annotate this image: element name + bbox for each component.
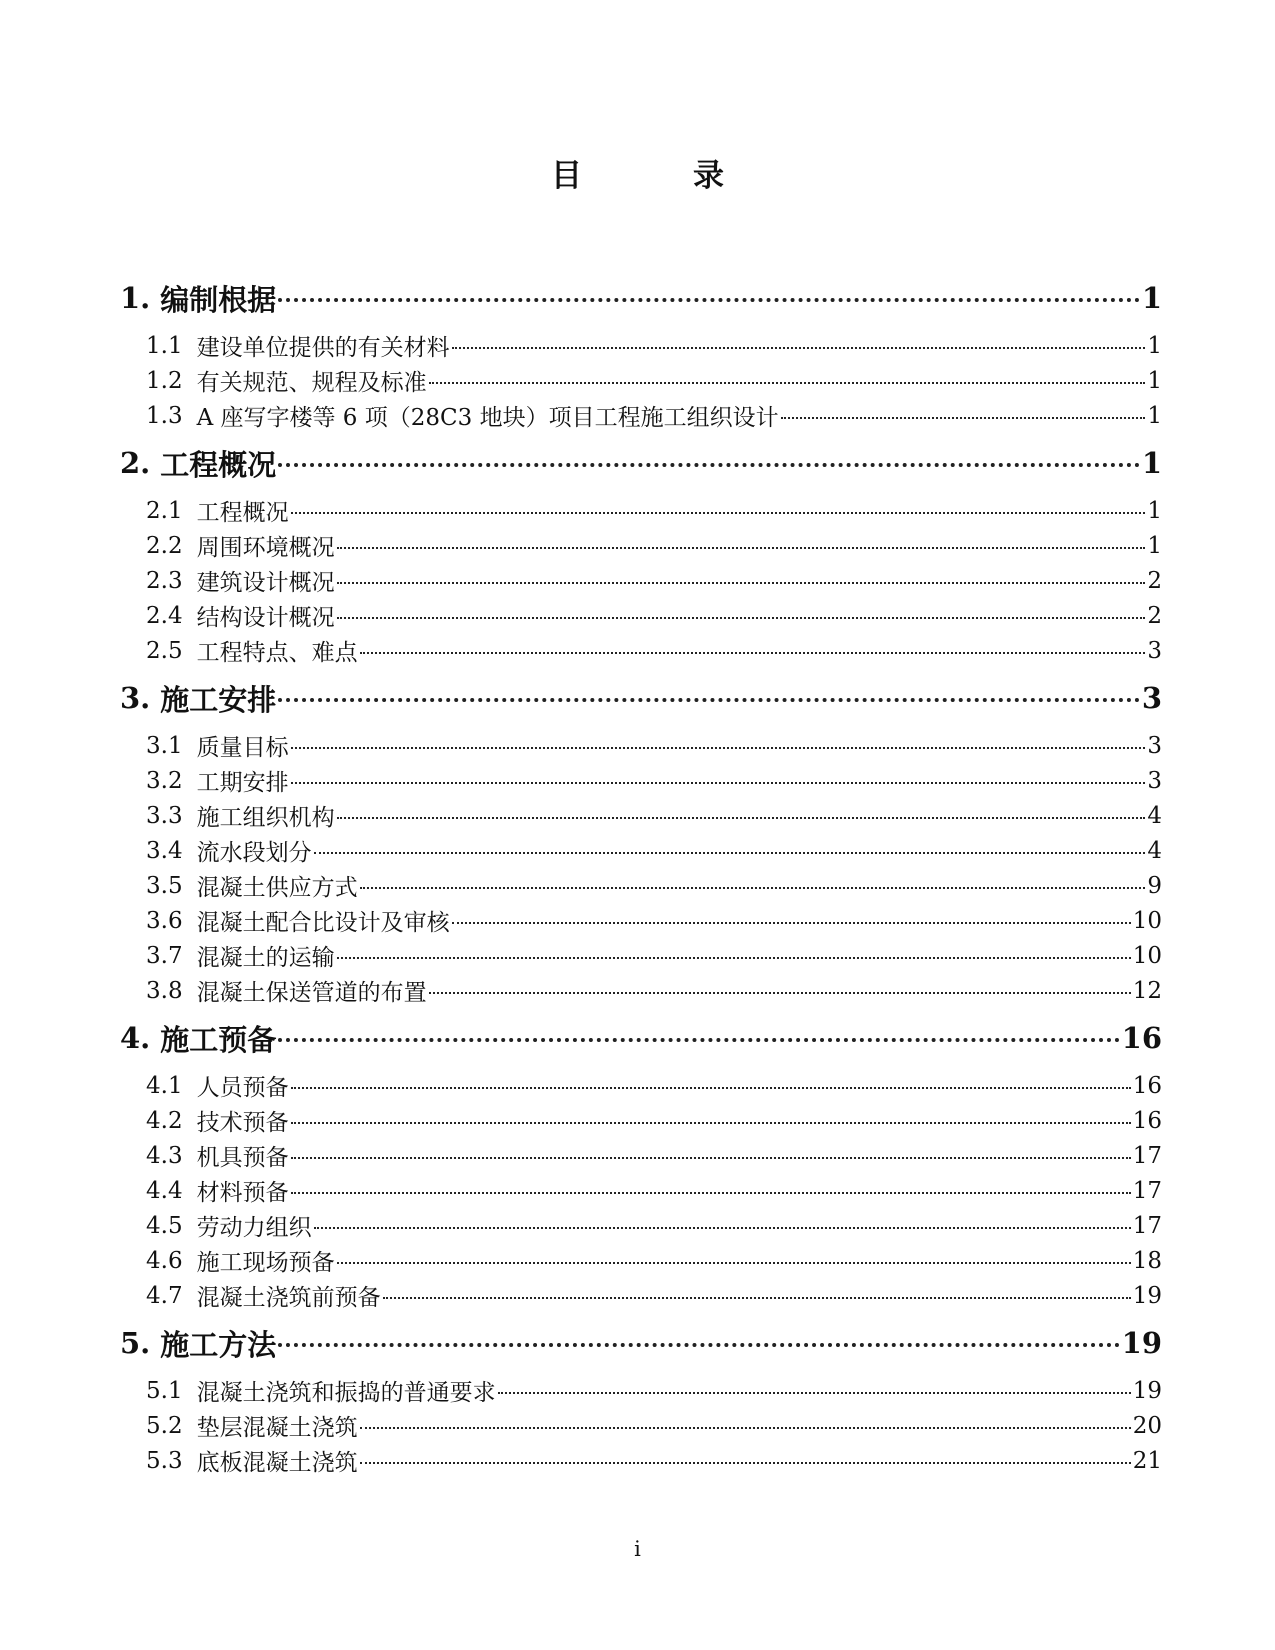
toc-section-number: 4.5 <box>146 1212 183 1239</box>
toc-chapter[interactable] <box>120 676 1162 720</box>
toc-chapter[interactable] <box>120 276 1162 320</box>
toc-section-number: 3.6 <box>146 907 183 934</box>
toc-section-number: 5.1 <box>146 1377 183 1404</box>
dot-leader <box>291 1087 1131 1089</box>
toc-section-title: 建设单位提供的有关材料 <box>196 335 450 361</box>
toc-section-title: 质量目标 <box>196 735 289 761</box>
toc-section-page: 1 <box>1147 402 1162 429</box>
toc-section[interactable] <box>120 1373 1162 1408</box>
toc-chapter-page: 16 <box>1121 1021 1162 1055</box>
toc-section-title: 混凝土供应方式 <box>196 875 358 901</box>
toc-section[interactable] <box>120 1443 1162 1478</box>
toc-section[interactable] <box>120 363 1162 398</box>
toc-chapter-title: 施工方法 <box>160 1327 277 1362</box>
toc-section[interactable] <box>120 1243 1162 1278</box>
toc-section-number: 3.3 <box>146 802 183 829</box>
dot-leader <box>314 852 1146 854</box>
dot-leader <box>291 1192 1131 1194</box>
toc-section[interactable] <box>120 563 1162 598</box>
dot-leader <box>781 417 1146 419</box>
toc-section[interactable] <box>120 528 1162 563</box>
dot-leader <box>314 1227 1131 1229</box>
toc-section-page: 1 <box>1147 332 1162 359</box>
toc-section-page: 3 <box>1147 732 1162 759</box>
toc-section-page: 2 <box>1147 567 1162 594</box>
toc-section-title: 周围环境概况 <box>196 535 335 561</box>
toc-section[interactable] <box>120 798 1162 833</box>
toc-section-number: 4.4 <box>146 1177 183 1204</box>
toc-section-page: 21 <box>1132 1447 1162 1474</box>
toc-section-number: 4.1 <box>146 1072 183 1099</box>
toc-section-number: 4.7 <box>146 1282 183 1309</box>
toc-section[interactable] <box>120 1138 1162 1173</box>
toc-section-page: 3 <box>1147 637 1162 664</box>
toc-section[interactable] <box>120 328 1162 363</box>
toc-section-page: 4 <box>1147 802 1162 829</box>
toc-section[interactable] <box>120 973 1162 1008</box>
toc-section-number: 2.3 <box>146 567 183 594</box>
dot-leader <box>498 1392 1131 1394</box>
dot-leader <box>337 1262 1131 1264</box>
page-title: 目 录 <box>551 158 764 194</box>
toc-section[interactable] <box>120 598 1162 633</box>
toc-section-title: 底板混凝土浇筑 <box>196 1450 358 1476</box>
toc-chapter[interactable] <box>120 1016 1162 1060</box>
toc-section-page: 16 <box>1132 1072 1162 1099</box>
toc-chapter-title: 编制根据 <box>160 282 277 317</box>
toc-section-title: 工程特点、难点 <box>196 640 358 666</box>
toc-chapter-number: 3. <box>120 681 151 715</box>
toc-section-number: 5.3 <box>146 1447 183 1474</box>
toc-section-number: 3.1 <box>146 732 183 759</box>
toc-section[interactable] <box>120 1173 1162 1208</box>
toc-section-title: 结构设计概况 <box>196 605 335 631</box>
toc-section-title: 技术预备 <box>196 1110 289 1136</box>
dot-leader <box>278 1038 1119 1042</box>
dot-leader <box>383 1297 1131 1299</box>
toc-section-page: 10 <box>1132 907 1162 934</box>
toc-section-title: 混凝土配合比设计及审核 <box>196 910 450 936</box>
toc-section-title: 施工组织机构 <box>196 805 335 831</box>
dot-leader <box>291 512 1146 514</box>
dot-leader <box>429 992 1131 994</box>
toc-section-page: 9 <box>1147 872 1162 899</box>
toc-chapter-number: 4. <box>120 1021 151 1055</box>
toc-section-title: 流水段划分 <box>196 840 312 866</box>
toc-section-number: 3.4 <box>146 837 183 864</box>
toc-section-page: 2 <box>1147 602 1162 629</box>
toc-section-title: 混凝土浇筑和振捣的普通要求 <box>196 1380 496 1406</box>
toc-section-page: 1 <box>1147 532 1162 559</box>
dot-leader <box>337 817 1146 819</box>
toc-section[interactable] <box>120 938 1162 973</box>
dot-leader <box>360 887 1146 889</box>
toc-section[interactable] <box>120 1408 1162 1443</box>
dot-leader <box>429 382 1146 384</box>
toc-section-title: 建筑设计概况 <box>196 570 335 596</box>
toc-section-title: 混凝土保送管道的布置 <box>196 980 427 1006</box>
toc-chapter-title: 施工安排 <box>160 682 277 717</box>
toc-chapter[interactable] <box>120 1321 1162 1365</box>
toc-section-title: 工程概况 <box>196 500 289 526</box>
toc-section-title: 垫层混凝土浇筑 <box>196 1415 358 1441</box>
toc-section-page: 16 <box>1132 1107 1162 1134</box>
toc-section-number: 2.4 <box>146 602 183 629</box>
toc-section-title: 机具预备 <box>196 1145 289 1171</box>
toc-section-title: 工期安排 <box>196 770 289 796</box>
dot-leader <box>278 698 1140 702</box>
toc-chapter-title: 施工预备 <box>160 1022 277 1057</box>
toc-section[interactable] <box>120 868 1162 903</box>
dot-leader <box>291 1122 1131 1124</box>
dot-leader <box>278 463 1140 467</box>
toc-section[interactable] <box>120 763 1162 798</box>
toc-section[interactable] <box>120 903 1162 938</box>
toc-section-number: 2.2 <box>146 532 183 559</box>
page-number: i <box>634 1537 641 1561</box>
toc-section-page: 18 <box>1132 1247 1162 1274</box>
toc-section-page: 4 <box>1147 837 1162 864</box>
toc-section-page: 19 <box>1132 1282 1162 1309</box>
toc-section-title: 劳动力组织 <box>196 1215 312 1241</box>
dot-leader <box>452 922 1131 924</box>
dot-leader <box>360 652 1146 654</box>
dot-leader <box>337 957 1131 959</box>
toc-section-number: 1.1 <box>146 332 183 359</box>
toc-section[interactable] <box>120 398 1162 433</box>
toc-section-page: 12 <box>1132 977 1162 1004</box>
toc-chapter-page: 19 <box>1121 1326 1162 1360</box>
toc-chapter-title: 工程概况 <box>160 447 277 482</box>
toc-section-page: 19 <box>1132 1377 1162 1404</box>
toc-section-number: 2.1 <box>146 497 183 524</box>
toc-chapter-page: 3 <box>1141 681 1162 715</box>
toc-section-number: 4.6 <box>146 1247 183 1274</box>
toc-section-page: 17 <box>1132 1142 1162 1169</box>
toc-section[interactable] <box>120 493 1162 528</box>
toc-section-page: 20 <box>1132 1412 1162 1439</box>
toc-section[interactable] <box>120 1103 1162 1138</box>
table-of-contents <box>120 268 1162 1478</box>
toc-chapter-number: 1. <box>120 281 151 315</box>
toc-section-page: 17 <box>1132 1177 1162 1204</box>
toc-section-number: 3.2 <box>146 767 183 794</box>
dot-leader <box>278 1343 1119 1347</box>
toc-section-number: 2.5 <box>146 637 183 664</box>
dot-leader <box>337 547 1146 549</box>
toc-section-number: 4.3 <box>146 1142 183 1169</box>
toc-chapter-number: 5. <box>120 1326 151 1360</box>
dot-leader <box>452 347 1146 349</box>
toc-section[interactable] <box>120 1068 1162 1103</box>
toc-section-page: 1 <box>1147 367 1162 394</box>
toc-section-page: 1 <box>1147 497 1162 524</box>
dot-leader <box>360 1462 1131 1464</box>
toc-section-page: 17 <box>1132 1212 1162 1239</box>
toc-section[interactable] <box>120 728 1162 763</box>
toc-section-title: 施工现场预备 <box>196 1250 335 1276</box>
dot-leader <box>291 1157 1131 1159</box>
toc-section-title: 混凝土浇筑前预备 <box>196 1285 381 1311</box>
toc-section-title: 有关规范、规程及标准 <box>196 370 427 396</box>
dot-leader <box>337 617 1146 619</box>
toc-section-number: 4.2 <box>146 1107 183 1134</box>
toc-section-number: 3.8 <box>146 977 183 1004</box>
toc-section-title: A 座写字楼等 6 项（28C3 地块）项目工程施工组织设计 <box>196 405 779 431</box>
toc-section-number: 3.7 <box>146 942 183 969</box>
toc-section[interactable] <box>120 833 1162 868</box>
toc-section-number: 1.3 <box>146 402 183 429</box>
toc-section-page: 3 <box>1147 767 1162 794</box>
toc-section-title: 材料预备 <box>196 1180 289 1206</box>
dot-leader <box>291 782 1146 784</box>
toc-section-number: 3.5 <box>146 872 183 899</box>
toc-section-number: 5.2 <box>146 1412 183 1439</box>
toc-section[interactable] <box>120 1278 1162 1313</box>
toc-section-page: 10 <box>1132 942 1162 969</box>
toc-chapter-page: 1 <box>1141 281 1162 315</box>
toc-section-number: 1.2 <box>146 367 183 394</box>
toc-chapter-number: 2. <box>120 446 151 480</box>
toc-section-title: 混凝土的运输 <box>196 945 335 971</box>
toc-section-title: 人员预备 <box>196 1075 289 1101</box>
dot-leader <box>278 298 1140 302</box>
dot-leader <box>291 747 1146 749</box>
toc-section[interactable] <box>120 1208 1162 1243</box>
dot-leader <box>360 1427 1131 1429</box>
dot-leader <box>337 582 1146 584</box>
toc-chapter[interactable] <box>120 441 1162 485</box>
toc-chapter-page: 1 <box>1141 446 1162 480</box>
toc-section[interactable] <box>120 633 1162 668</box>
